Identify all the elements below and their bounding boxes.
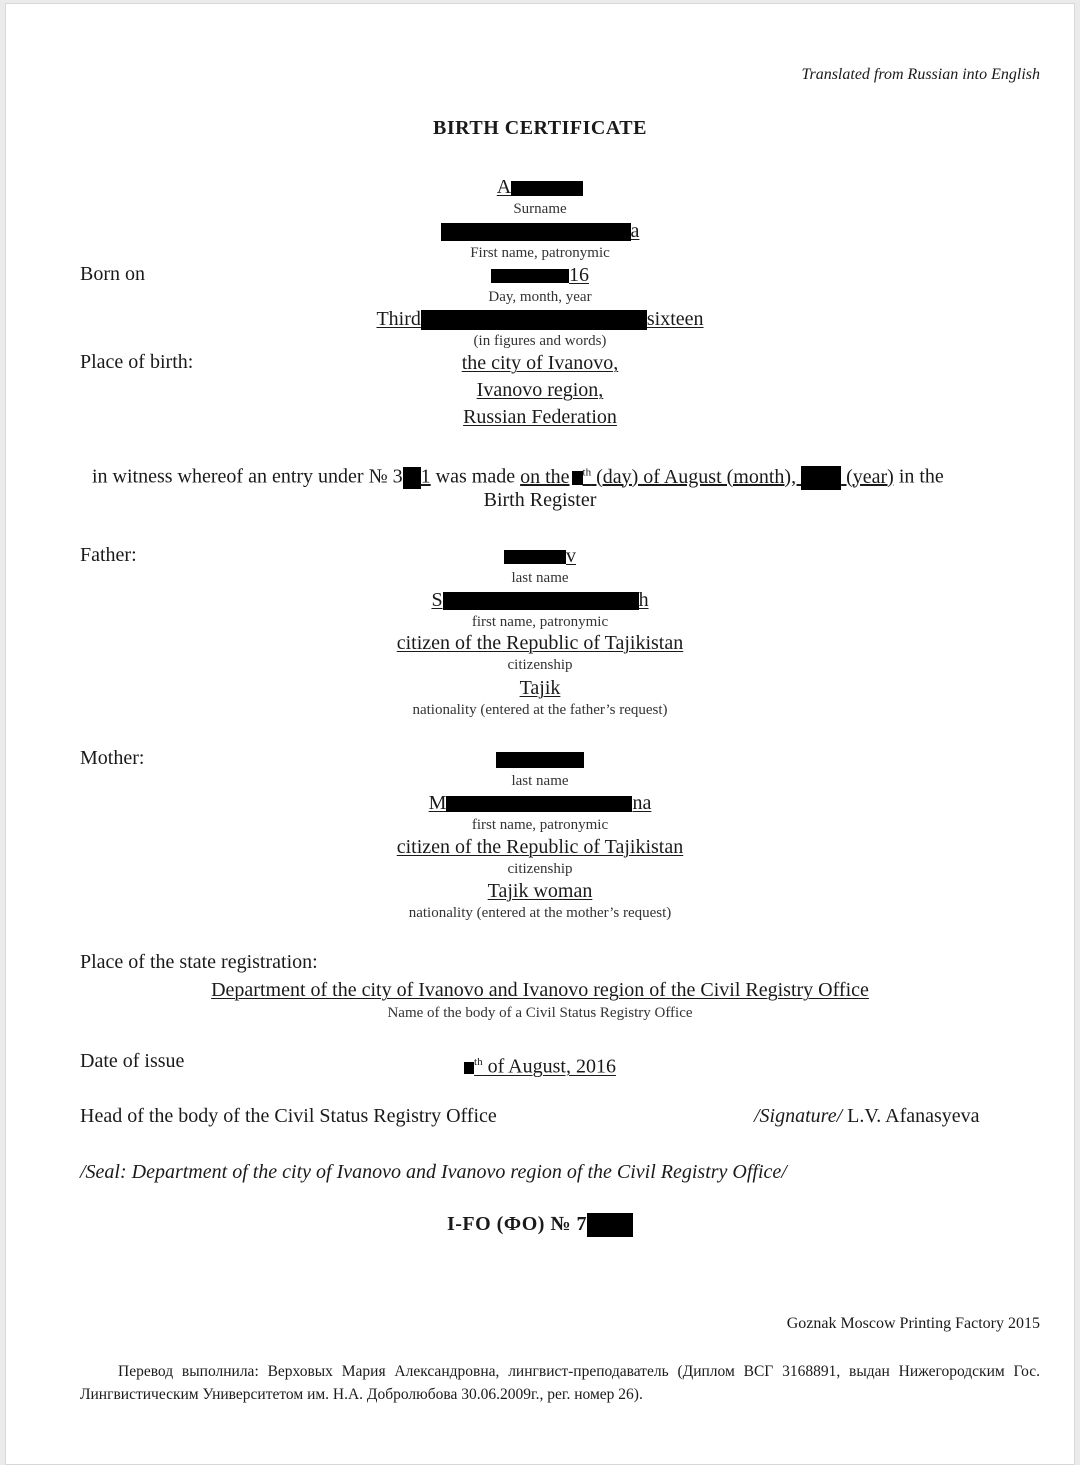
father-last-name-caption: last name bbox=[511, 570, 569, 586]
place-of-birth-label: Place of birth: bbox=[80, 351, 194, 373]
redaction-block bbox=[443, 592, 639, 610]
redaction-block bbox=[441, 223, 631, 241]
head-signature: /Signature/ L.V. Afanasyeva bbox=[754, 1105, 980, 1127]
place-of-birth-line-2: Ivanovo region, bbox=[476, 379, 604, 401]
redaction-block bbox=[464, 1062, 474, 1074]
father-nationality: Tajik bbox=[519, 677, 561, 699]
entry-statement: in witness whereof an entry under № 3 1 was made on the $^{th}$ (day) of August (month), (year) in the bbox=[92, 460, 944, 490]
registration-office-caption: Name of the body of a Civil Status Registry Office bbox=[387, 1005, 693, 1021]
child-first-name: a bbox=[6, 219, 1074, 243]
first-name-caption: First name, patronymic bbox=[470, 245, 610, 261]
document-title: BIRTH CERTIFICATE bbox=[433, 117, 647, 139]
place-of-birth-line-1: the city of Ivanovo, bbox=[461, 352, 619, 374]
child-dob: 16 bbox=[6, 263, 1074, 287]
father-nationality-caption: nationality (entered at the father’s request) bbox=[412, 702, 668, 718]
dob-words-caption: (in figures and words) bbox=[473, 333, 607, 349]
series-number: I-FO (ФО) № 7 bbox=[6, 1213, 1074, 1237]
father-citizenship: citizen of the Republic of Tajikistan bbox=[396, 632, 684, 654]
redaction-block bbox=[801, 466, 841, 490]
redaction-block bbox=[491, 269, 569, 283]
father-last-name: v bbox=[6, 544, 1074, 568]
surname-caption: Surname bbox=[513, 201, 567, 217]
certificate-page bbox=[5, 3, 1075, 1465]
registration-office: Department of the city of Ivanovo and Ivanovo region of the Civil Registry Office bbox=[211, 979, 869, 1001]
redaction-block bbox=[403, 467, 421, 489]
father-label: Father: bbox=[80, 544, 137, 566]
redaction-block bbox=[496, 752, 584, 768]
mother-nationality-caption: nationality (entered at the mother’s request) bbox=[408, 905, 672, 921]
redaction-block bbox=[587, 1213, 633, 1237]
printer-note: Goznak Moscow Printing Factory 2015 bbox=[786, 1315, 1040, 1332]
mother-citizenship: citizen of the Republic of Tajikistan bbox=[396, 836, 684, 858]
mother-first-name-caption: first name, patronymic bbox=[471, 817, 609, 833]
redaction-block bbox=[511, 181, 583, 196]
registration-label: Place of the state registration: bbox=[80, 951, 318, 973]
mother-last-name-caption: last name bbox=[511, 773, 569, 789]
child-dob-words: Third sixteen bbox=[376, 308, 704, 330]
mother-citizenship-caption: citizenship bbox=[507, 861, 573, 877]
father-first-name-caption: first name, patronymic bbox=[471, 614, 609, 630]
date-of-issue-label: Date of issue bbox=[80, 1050, 185, 1072]
redaction-block bbox=[446, 796, 632, 812]
mother-first-name: M na bbox=[428, 792, 652, 814]
mother-last-name bbox=[6, 747, 1074, 771]
mother-nationality: Tajik woman bbox=[487, 880, 593, 902]
mother-label: Mother: bbox=[80, 747, 145, 769]
translation-note: Translated from Russian into English bbox=[801, 66, 1040, 83]
dob-caption: Day, month, year bbox=[488, 289, 592, 305]
father-citizenship-caption: citizenship bbox=[507, 657, 573, 673]
redaction-block bbox=[504, 550, 566, 564]
translator-note: Перевод выполнила: Верховых Мария Александровна, лингвист-преподаватель (Диплом ВСГ 3168891, выдан Нижегородским Гос. Лингвистическим Университетом им. Н.А. Добролюбова 30.06.2009г., рег. номер 26). bbox=[80, 1363, 1040, 1403]
redaction-block bbox=[421, 310, 647, 330]
entry-line-2: Birth Register bbox=[483, 489, 597, 511]
redaction-block bbox=[572, 471, 583, 485]
born-on-label: Born on bbox=[80, 263, 145, 285]
place-of-birth-line-3: Russian Federation bbox=[463, 406, 617, 428]
entry-day: on the $^{th}$ (day) of August (month), (year) bbox=[520, 466, 894, 488]
seal-note: /Seal: Department of the city of Ivanovo and Ivanovo region of the Civil Registry Office/ bbox=[80, 1161, 787, 1183]
father-first-name: S h bbox=[431, 589, 649, 611]
child-surname: A bbox=[6, 175, 1074, 199]
head-label: Head of the body of the Civil Status Registry Office bbox=[80, 1105, 497, 1127]
date-of-issue: $^{th}$ of August, 2016 bbox=[6, 1050, 1074, 1079]
